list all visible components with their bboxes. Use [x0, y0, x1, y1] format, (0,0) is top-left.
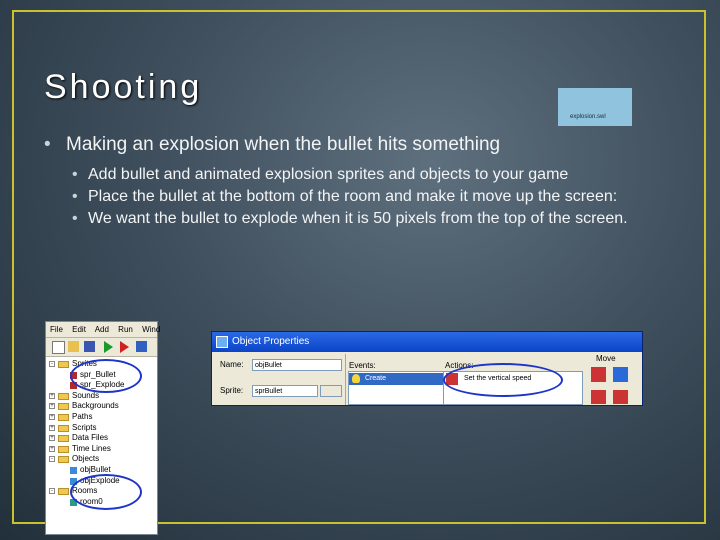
actions-label: Actions: [445, 361, 474, 370]
new-file-icon[interactable] [52, 341, 65, 354]
lightbulb-icon [352, 374, 360, 383]
tree-node-obj-explode[interactable]: objExplode [46, 476, 157, 487]
tree-node-sounds[interactable]: + Sounds [50, 390, 100, 400]
folder-icon [58, 393, 69, 400]
object-properties-window [211, 331, 643, 406]
tree-node-paths[interactable]: + Paths [50, 411, 93, 421]
sub-bullet-1: • Add bullet and animated explosion sprites and objects to your game [40, 164, 700, 186]
move-fixed-icon[interactable] [591, 367, 606, 382]
folder-icon [58, 446, 69, 453]
sub-bullet-2: • Place the bullet at the bottom of the room and make it move up the screen: [40, 186, 700, 208]
name-field[interactable]: objBullet [252, 359, 342, 371]
window-title: Object Properties [232, 336, 310, 347]
tree-node-objects[interactable]: - Objects [51, 454, 100, 464]
highlight-circle-objects [70, 474, 142, 510]
sprite-label: Sprite: [220, 386, 244, 395]
sub-bullet-3: • We want the bullet to explode when it is 50 pixels from the top of the screen. [40, 208, 700, 230]
sprite-icon[interactable] [136, 341, 147, 352]
window-icon [216, 336, 228, 348]
folder-icon [58, 361, 69, 368]
folder-icon [58, 435, 69, 442]
menu-add[interactable]: Add [94, 325, 109, 334]
save-icon[interactable] [84, 341, 95, 352]
debug-run-icon[interactable] [120, 341, 129, 353]
toolbar [46, 338, 157, 357]
highlight-circle-sprites [70, 359, 142, 393]
folder-icon [58, 456, 69, 463]
highlight-circle-action [443, 363, 563, 397]
tree-node-backgrounds[interactable]: + Backgrounds [50, 401, 119, 411]
slide-title: Shooting [44, 68, 203, 106]
explosion-thumbnail [558, 88, 632, 126]
menu-bar [46, 322, 161, 338]
divider [345, 354, 346, 405]
tree-node-data-files[interactable]: + Data Files [50, 433, 109, 443]
move-free-icon[interactable] [613, 367, 628, 382]
name-label: Name: [220, 360, 244, 369]
events-label: Events: [349, 361, 376, 370]
tree-node-scripts[interactable]: + Scripts [50, 422, 97, 432]
action-set-vspeed[interactable]: Set the vertical speed [460, 373, 582, 385]
menu-file[interactable]: File [50, 325, 63, 334]
object-properties-titlebar [212, 332, 642, 352]
folder-icon [58, 425, 69, 432]
folder-icon [58, 414, 69, 421]
move-tab-label: Move [596, 354, 616, 363]
object-item-icon [70, 467, 77, 474]
tree-node-rooms[interactable]: - Rooms [51, 486, 98, 496]
speed-horizontal-icon[interactable] [613, 390, 628, 404]
sprite-select-button[interactable] [320, 385, 342, 397]
tree-node-time-lines[interactable]: + Time Lines [50, 443, 111, 453]
tree-node-spr-bullet[interactable]: spr_Bullet [46, 370, 157, 381]
open-folder-icon[interactable] [68, 341, 79, 352]
bullet-main: • Making an explosion when the bullet hits something [40, 132, 700, 158]
event-create[interactable]: Create [349, 373, 467, 385]
tree-node-sprites[interactable]: - Sprites [51, 359, 97, 368]
bullet-list [40, 132, 700, 230]
folder-icon [58, 488, 69, 495]
tree-node-room0[interactable]: room0 [46, 497, 157, 508]
folder-icon [58, 403, 69, 410]
menu-edit[interactable]: Edit [72, 325, 86, 334]
tree-node-spr-explode[interactable]: spr_Explode [46, 380, 157, 391]
run-icon[interactable] [104, 341, 113, 353]
thumbnail-label: explosion.swl [570, 114, 606, 120]
sprite-field[interactable]: sprBullet [252, 385, 318, 397]
move-towards-icon[interactable] [591, 390, 606, 404]
menu-run[interactable]: Run [118, 325, 133, 334]
tree-node-obj-bullet[interactable]: objBullet [46, 465, 157, 476]
menu-window[interactable]: Wind [142, 325, 161, 334]
